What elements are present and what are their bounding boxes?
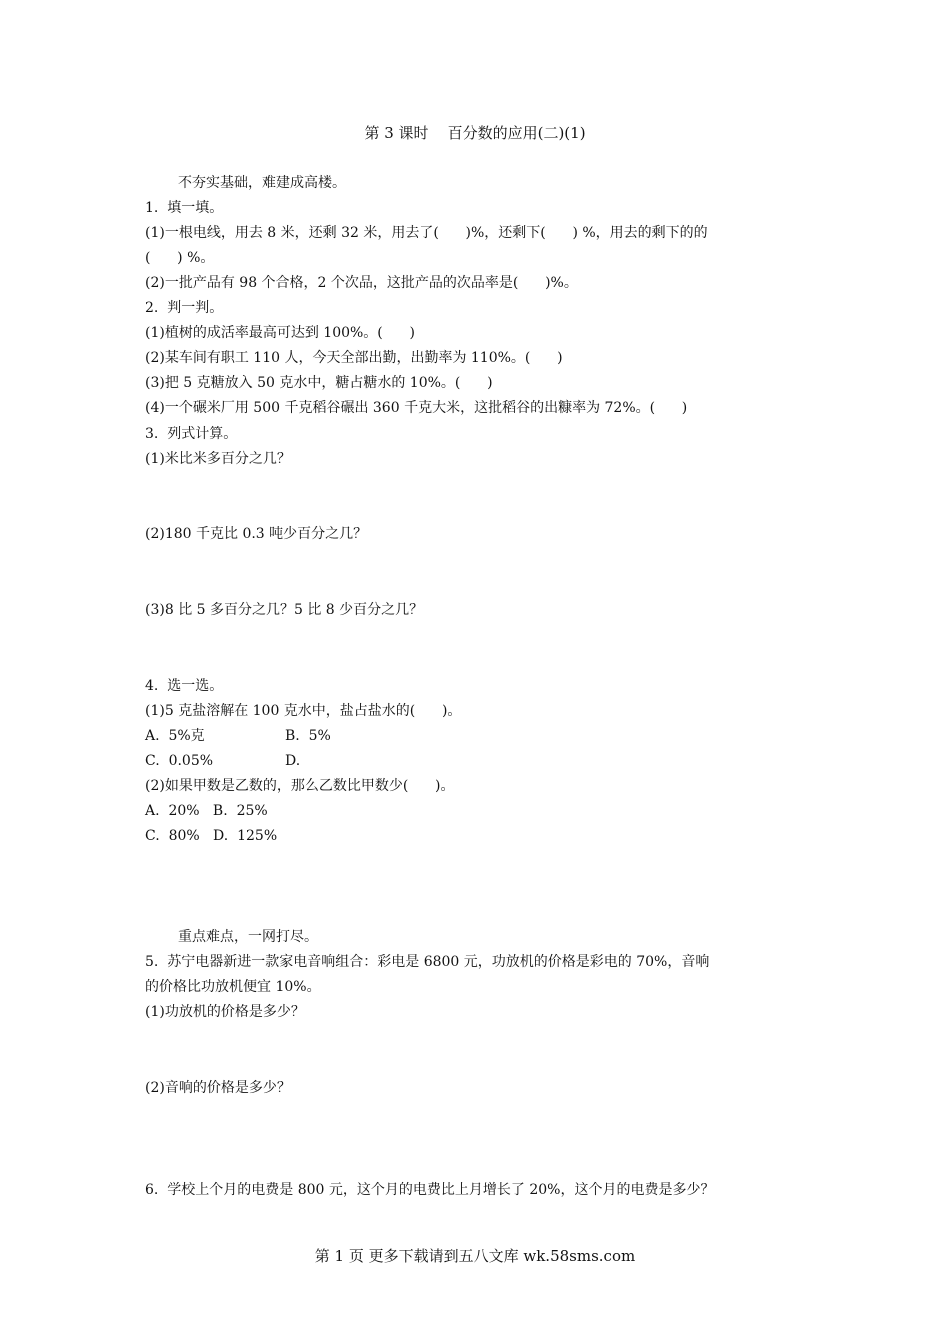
- q4-part1-option-d: D.: [285, 753, 301, 769]
- q1-part1-line2: ( ) %。: [145, 250, 215, 266]
- section-basic: 不夯实基础，难建成高楼。: [178, 175, 346, 191]
- q1-part1-line1: (1)一根电线，用去 8 米，还剩 32 米，用去了( )%，还剩下( ) %，用去的剩下的的: [145, 225, 708, 241]
- q3-heading: 3. 列式计算。: [145, 426, 238, 442]
- page-title: 第 3 课时 百分数的应用(二)(1): [364, 124, 586, 142]
- q5-line1: 5. 苏宁电器新进一款家电音响组合：彩电是 6800 元，功放机的价格是彩电的 70%，音响: [145, 954, 710, 970]
- q4-part2: (2)如果甲数是乙数的，那么乙数比甲数少( )。: [145, 778, 455, 794]
- q5-part1: (1)功放机的价格是多少？: [145, 1004, 305, 1020]
- q2-item: (1)植树的成活率最高可达到 100%。( ): [145, 325, 415, 341]
- q3-item: (2)180 千克比 0.3 吨少百分之几？: [145, 526, 368, 542]
- q4-part2-options-row1: A. 20% B. 25%: [145, 803, 268, 819]
- q3-item: (3)8 比 5 多百分之几？5 比 8 少百分之几？: [145, 602, 424, 618]
- q2-item: (4)一个碾米厂用 500 千克稻谷碾出 360 千克大米，这批稻谷的出糠率为 72%。( ): [145, 400, 688, 416]
- q5-part2: (2)音响的价格是多少？: [145, 1080, 291, 1096]
- q4-part2-options-row2: C. 80% D. 125%: [145, 828, 278, 844]
- q1-part2: (2)一批产品有 98 个合格，2 个次品，这批产品的次品率是( )%。: [145, 275, 578, 291]
- q1-heading: 1. 填一填。: [145, 200, 224, 216]
- q2-item: (3)把 5 克糖放入 50 克水中，糖占糖水的 10%。( ): [145, 375, 493, 391]
- page-footer: 第 1 页 更多下载请到五八文库 wk.58sms.com: [314, 1247, 636, 1265]
- q2-item: (2)某车间有职工 110 人，今天全部出勤，出勤率为 110%。( ): [145, 350, 563, 366]
- q3-item: (1)米比米多百分之几？: [145, 451, 291, 467]
- q2-heading: 2. 判一判。: [145, 300, 224, 316]
- q4-part1-option-b: B. 5%: [285, 728, 331, 744]
- section-key: 重点难点，一网打尽。: [178, 929, 318, 945]
- q6-line: 6. 学校上个月的电费是 800 元，这个月的电费比上月增长了 20%，这个月的电费是多少？: [145, 1182, 715, 1198]
- q4-part1-option-c: C. 0.05%: [145, 753, 214, 769]
- q5-line2: 的价格比功放机便宜 10%。: [145, 979, 321, 995]
- q4-heading: 4. 选一选。: [145, 678, 224, 694]
- q4-part1-option-a: A. 5%克: [145, 728, 205, 744]
- q4-part1: (1)5 克盐溶解在 100 克水中，盐占盐水的( )。: [145, 703, 462, 719]
